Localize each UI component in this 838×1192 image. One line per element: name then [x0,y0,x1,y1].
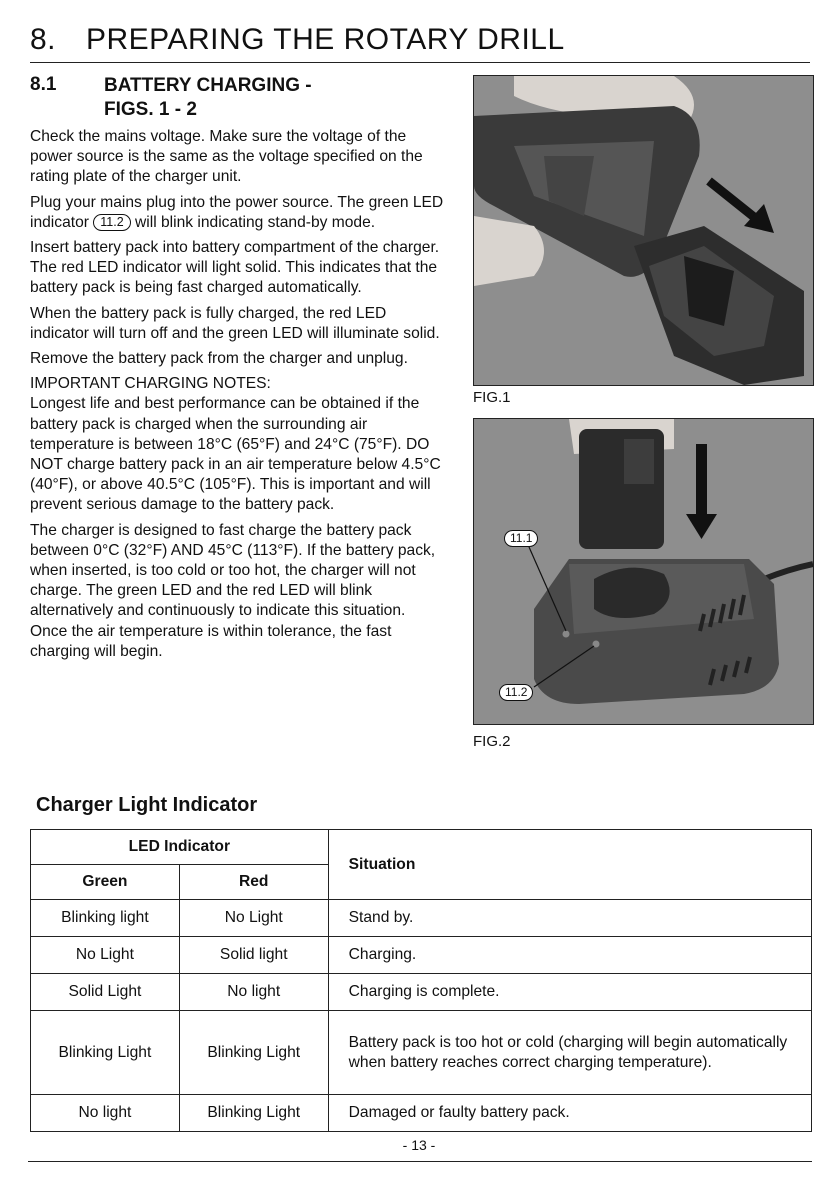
cell-situation: Battery pack is too hot or cold (charging will begin automatically when battery reaches correct charging temperature). [328,1011,811,1095]
cell-situation: Charging is complete. [328,974,811,1011]
figure-1-caption: FIG.1 [473,389,511,406]
drill-battery-illustration [474,76,813,385]
paragraph-plug-in [30,193,444,233]
table-row [31,1095,812,1132]
cell-situation: Damaged or faulty battery pack. [328,1095,811,1132]
paragraph-plug-in-text-a: Plug your mains plug into the power source. The green LED indicator [30,193,444,231]
table-header-row [31,830,812,865]
figure-1-image [473,75,814,386]
section-title-line2: FIGS. 1 - 2 [104,99,197,120]
callout-11-2: 11.2 [499,684,533,701]
header-situation: Situation [328,830,811,900]
cell-green: Solid Light [31,974,180,1011]
page-title [30,22,810,63]
header-led-indicator: LED Indicator [31,830,329,865]
instructions-text [30,127,444,667]
charger-illustration [474,419,813,724]
notes-heading: IMPORTANT CHARGING NOTES: [30,375,271,393]
footer-divider [28,1161,812,1162]
paragraph-insert-battery: Insert battery pack into battery compartment of the charger. The red LED indicator will light solid. This indicates that the battery pack is being fast charged automatically. [30,239,440,297]
cell-red: Blinking Light [179,1095,328,1132]
cell-green: Blinking Light [31,1011,180,1095]
table-row [31,900,812,937]
header-green: Green [31,865,180,900]
section-number: 8.1 [30,74,57,95]
figure-2-image [473,418,814,725]
paragraph-temperature: Longest life and best performance can be obtained if the battery pack is charged when the surrounding air temperature is between 18°C (65°F) and 24°C (75°F). DO NOT charge battery pack in an air temperature below 4.5°C (40°F), or above 40.5°C (105°F). This is important and will prevent serious damage to the battery pack. [30,395,441,514]
cell-green: No Light [31,937,180,974]
page-number: - 13 - [402,1137,436,1153]
table-row [31,974,812,1011]
cell-red: Solid light [179,937,328,974]
section-title [104,74,404,122]
cell-red: No light [179,974,328,1011]
paragraph-fast-charge: The charger is designed to fast charge the battery pack between 0°C (32°F) AND 45°C (113°F). If the battery pack, when inserted, is too cold or too hot, the charger will not charge. The green LED and the red LED will blink alternatively and continuously to indicate this situation. Once the air temperature is within tolerance, the fast charging will begin. [30,521,436,660]
cell-red: No Light [179,900,328,937]
table-row [31,937,812,974]
paragraph-plug-in-text-b: will blink indicating stand-by mode. [130,213,376,231]
cell-green: Blinking light [31,900,180,937]
cell-situation: Stand by. [328,900,811,937]
paragraph-fully-charged: When the battery pack is fully charged, the red LED indicator will turn off and the green LED will illuminate solid. [30,304,440,342]
chapter-number: 8. [30,23,57,56]
cell-situation: Charging. [328,937,811,974]
table-row [31,1011,812,1095]
figure-2-caption: FIG.2 [473,733,511,750]
cell-red: Blinking Light [179,1011,328,1095]
callout-11-1: 11.1 [504,530,538,547]
reference-badge-11-2: 11.2 [93,214,130,231]
led-indicator-table [30,829,812,1132]
charger-light-indicator-title: Charger Light Indicator [36,794,258,816]
section-title-line1: BATTERY CHARGING - [104,75,312,96]
header-red: Red [179,865,328,900]
paragraph-check-voltage: Check the mains voltage. Make sure the voltage of the power source is the same as the voltage specified on the rating plate of the charger unit. [30,128,423,186]
chapter-title: PREPARING THE ROTARY DRILL [86,23,565,56]
cell-green: No light [31,1095,180,1132]
paragraph-remove-battery: Remove the battery pack from the charger and unplug. [30,350,408,368]
